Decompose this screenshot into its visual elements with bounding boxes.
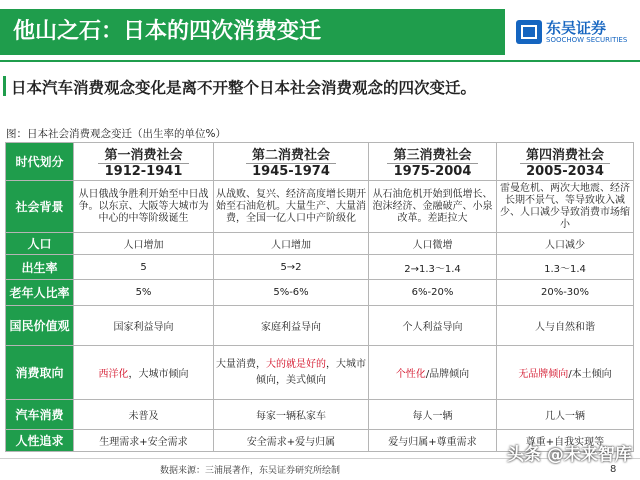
table-header-row	[6, 143, 634, 181]
subtitle-accent-bar	[3, 76, 6, 96]
figure-caption: 图：日本社会消费观念变迁（出生率的单位%）	[6, 128, 226, 140]
table-cell	[74, 346, 214, 400]
table-cell: 安全需求+爱与归属	[214, 430, 369, 452]
row-header-background: 社会背景	[6, 181, 74, 233]
table-cell: 人口减少	[497, 233, 634, 255]
table-cell: 5%-6%	[214, 280, 369, 306]
table-cell: 每家一辆私家车	[214, 400, 369, 430]
column-name: 第一消费社会	[98, 144, 188, 164]
column-years: 1975-2004	[393, 164, 472, 179]
table-cell: 未普及	[74, 400, 214, 430]
column-name: 第三消费社会	[387, 144, 477, 164]
cell-text: ，大城市倾向，美式倾向	[256, 358, 366, 386]
table-cell: 人口增加	[214, 233, 369, 255]
column-header	[497, 143, 634, 181]
table-cell: 1.3～1.4	[497, 255, 634, 280]
table-cell: 2→1.3～1.4	[369, 255, 497, 280]
highlight-text: 大的就是好的	[266, 358, 326, 370]
table-cell: 5%	[74, 280, 214, 306]
table-cell: 从战败、复兴、经济高度增长期开始至石油危机。大量生产、大量消费，全国一亿人口中产阶级化	[214, 181, 369, 233]
title-bar	[0, 0, 640, 57]
table-row	[6, 233, 634, 255]
row-header-elderly-ratio: 老年人比率	[6, 280, 74, 306]
column-years: 2005-2034	[526, 164, 604, 179]
table-row	[6, 280, 634, 306]
table-cell: 5	[74, 255, 214, 280]
table-row	[6, 400, 634, 430]
table-cell	[214, 346, 369, 400]
column-name: 第二消费社会	[246, 144, 336, 164]
table-row	[6, 306, 634, 346]
table-cell: 人与自然和谐	[497, 306, 634, 346]
highlight-text: 无品牌倾向	[518, 369, 569, 380]
table-cell: 生理需求+安全需求	[74, 430, 214, 452]
table-cell: 6%-20%	[369, 280, 497, 306]
table-cell: 从石油危机开始到低增长、泡沫经济、金融破产、小泉改革。差距拉大	[369, 181, 497, 233]
table-cell: 5→2	[214, 255, 369, 280]
logo-icon	[516, 20, 542, 44]
row-header-consumption: 消费取向	[6, 346, 74, 400]
column-header	[214, 143, 369, 181]
table-row	[6, 255, 634, 280]
logo-english-name: SOOCHOW SECURITIES	[546, 36, 628, 44]
page-number: 8	[610, 464, 617, 475]
table-cell: 家庭利益导向	[214, 306, 369, 346]
cell-text: /品牌倾向	[425, 369, 470, 380]
slide-subtitle: 日本汽车消费观念变化是离不开整个日本社会消费观念的四次变迁。	[11, 79, 477, 97]
table-row	[6, 346, 634, 400]
highlight-text: 西洋化	[98, 369, 129, 380]
row-header-population: 人口	[6, 233, 74, 255]
company-logo	[516, 16, 634, 48]
table-cell: 个人利益导向	[369, 306, 497, 346]
column-header	[369, 143, 497, 181]
table-cell: 几人一辆	[497, 400, 634, 430]
table-cell	[497, 346, 634, 400]
column-name: 第四消费社会	[520, 144, 610, 164]
column-years: 1912-1941	[104, 164, 183, 179]
watermark: 头条 @未来智库	[507, 445, 632, 465]
column-years: 1945-1974	[252, 164, 330, 179]
logo-name: 东吴证券	[546, 19, 607, 37]
table-cell: 雷曼危机、两次大地震、经济长期不景气、等导致收入减少、人口减少导致消费市场缩小	[497, 181, 634, 233]
cell-text: /本土倾向	[568, 369, 612, 380]
row-header-national-values: 国民价值观	[6, 306, 74, 346]
page-title: 他山之石：日本的四次消费变迁	[0, 9, 505, 55]
table-cell: 国家利益导向	[74, 306, 214, 346]
row-header-human-nature: 人性追求	[6, 430, 74, 452]
table-cell: 20%-30%	[497, 280, 634, 306]
cell-text: ，大城市倾向	[128, 369, 189, 380]
row-header-era: 时代划分	[6, 143, 74, 181]
table-cell: 爱与归属+尊重需求	[369, 430, 497, 452]
row-header-car-consumption: 汽车消费	[6, 400, 74, 430]
table-row	[6, 181, 634, 233]
table-cell: 每人一辆	[369, 400, 497, 430]
title-divider	[0, 60, 640, 62]
table-cell: 人口增加	[74, 233, 214, 255]
table-cell: 从日俄战争胜利开始至中日战争。以东京、大阪等大城市为中心的中等阶级诞生	[74, 181, 214, 233]
table-cell	[369, 346, 497, 400]
consumption-society-table	[5, 142, 634, 452]
column-header	[74, 143, 214, 181]
source-note: 数据来源：三浦展著作，东吴证券研究所绘制	[160, 466, 341, 476]
table-cell: 尊重+自我实现等	[497, 430, 634, 452]
table-cell: 人口微增	[369, 233, 497, 255]
highlight-text: 个性化	[395, 369, 426, 380]
cell-text: 大量消费，	[216, 358, 266, 370]
row-header-birth-rate: 出生率	[6, 255, 74, 280]
